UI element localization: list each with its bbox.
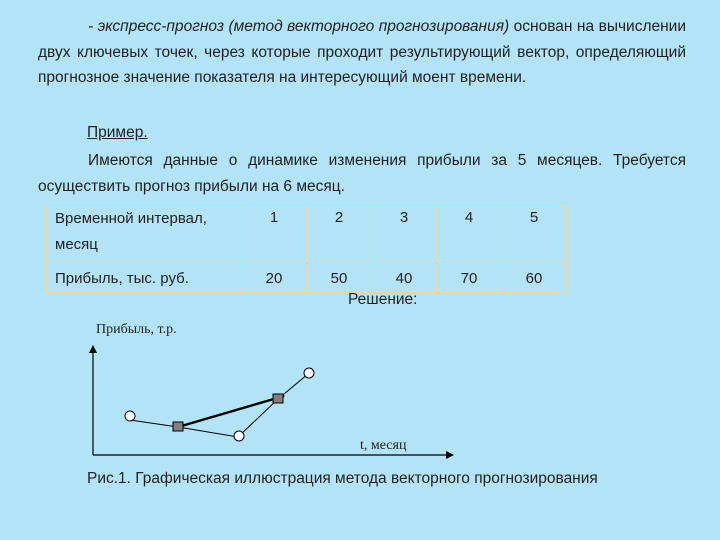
intro-lead: - экспресс-прогноз (метод векторного прогнозирования) <box>88 18 510 35</box>
month-cell: 1 <box>242 206 307 264</box>
month-cell: 5 <box>502 206 567 264</box>
result-vector <box>178 396 284 427</box>
task-paragraph: Имеются данные о динамике изменения прибыли за 5 месяцев. Требуется осуществить прогноз прибыли на 6 месяц. <box>38 152 686 195</box>
row-label-profit: Прибыль, тыс. руб. <box>47 264 242 293</box>
month-cell: 4 <box>437 206 502 264</box>
example-heading: Пример. <box>87 124 148 141</box>
profit-cell: 70 <box>437 264 502 293</box>
figure-caption: Рис.1. Графическая иллюстрация метода векторного прогнозирования <box>87 470 598 487</box>
profit-cell: 40 <box>372 264 437 293</box>
key-point-square <box>273 394 283 403</box>
month-cell: 2 <box>307 206 372 264</box>
data-point <box>234 431 244 441</box>
row-label-months: Временной интервал, месяц <box>47 206 242 264</box>
x-axis-label: t, месяц <box>360 438 407 453</box>
data-polyline <box>130 374 308 437</box>
intro-rest: основан на вычислении двух ключевых точек, через которые проходит результирующий вектор, определяющий прогнозное значение показателя на интересующий моент времени. <box>38 18 686 87</box>
profit-cell: 50 <box>307 264 372 293</box>
y-axis-label: Прибыль, т.р. <box>96 322 177 337</box>
data-point <box>304 368 314 378</box>
data-point <box>125 411 135 421</box>
month-cell: 3 <box>372 206 437 264</box>
solution-label: Решение: <box>348 291 418 308</box>
key-point-square <box>173 422 183 431</box>
profit-cell: 20 <box>242 264 307 293</box>
profit-cell: 60 <box>502 264 567 293</box>
